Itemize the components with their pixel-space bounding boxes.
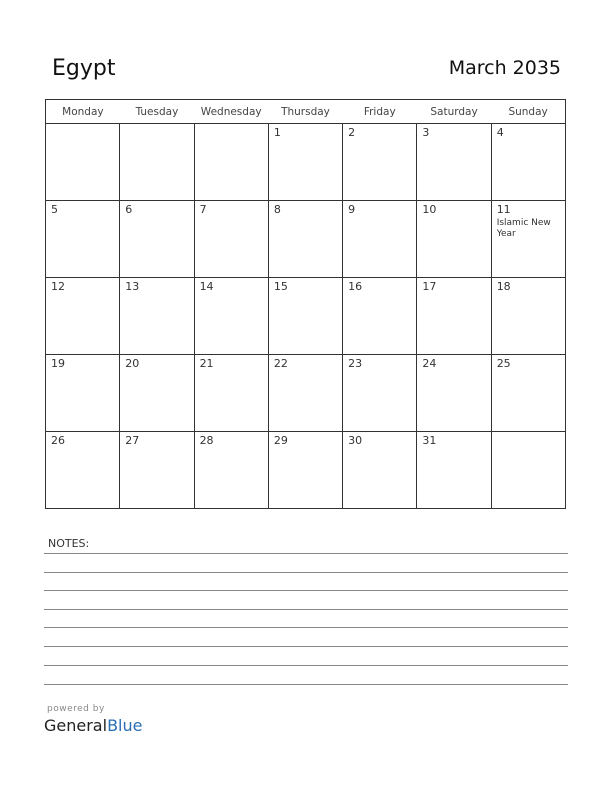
day-cell bbox=[194, 278, 268, 355]
weekday-header: Tuesday bbox=[120, 100, 194, 124]
day-number: 28 bbox=[199, 434, 214, 447]
day-number: 19 bbox=[51, 357, 65, 370]
day-cell bbox=[417, 201, 491, 278]
day-cell bbox=[120, 432, 194, 509]
day-number: 6 bbox=[125, 203, 133, 216]
day-number: 7 bbox=[199, 203, 207, 216]
day-number: 14 bbox=[199, 280, 214, 293]
note-line bbox=[44, 609, 568, 610]
day-number: 21 bbox=[199, 357, 214, 370]
holiday-label: Islamic New Year bbox=[496, 218, 551, 239]
day-number: 26 bbox=[51, 434, 65, 447]
note-line bbox=[44, 572, 568, 573]
day-cell bbox=[268, 201, 342, 278]
day-cell bbox=[46, 432, 120, 509]
day-cell bbox=[343, 124, 417, 201]
weekday-header: Friday bbox=[343, 100, 417, 124]
day-number: 2 bbox=[348, 126, 356, 139]
day-number: 23 bbox=[348, 357, 363, 370]
weekday-header-row bbox=[46, 100, 566, 124]
country-title: Egypt bbox=[52, 56, 116, 81]
day-number: 25 bbox=[496, 357, 511, 370]
week-row bbox=[46, 355, 566, 432]
day-number: 5 bbox=[51, 203, 58, 216]
day-cell bbox=[417, 355, 491, 432]
day-number: 27 bbox=[125, 434, 140, 447]
day-cell bbox=[417, 124, 491, 201]
day-cell bbox=[268, 355, 342, 432]
brand-logo-blue: Blue bbox=[107, 716, 143, 735]
day-number: 15 bbox=[273, 280, 288, 293]
day-cell bbox=[343, 278, 417, 355]
weekday-header: Wednesday bbox=[194, 100, 268, 124]
day-cell bbox=[491, 201, 565, 278]
day-number: 24 bbox=[422, 357, 437, 370]
note-line bbox=[44, 665, 568, 666]
day-cell bbox=[120, 278, 194, 355]
day-number: 31 bbox=[422, 434, 437, 447]
weekday-header: Sunday bbox=[491, 100, 565, 124]
day-cell bbox=[194, 432, 268, 509]
weekday-header: Thursday bbox=[268, 100, 342, 124]
day-number: 4 bbox=[496, 126, 504, 139]
day-number: 17 bbox=[422, 280, 437, 293]
month-year-title: March 2035 bbox=[448, 57, 561, 79]
day-number: 9 bbox=[348, 203, 356, 216]
note-line bbox=[44, 627, 568, 628]
day-number: 18 bbox=[496, 280, 511, 293]
note-line bbox=[44, 590, 568, 591]
day-cell bbox=[491, 432, 565, 509]
day-cell bbox=[417, 432, 491, 509]
day-number: 10 bbox=[422, 203, 437, 216]
day-cell bbox=[46, 278, 120, 355]
day-cell bbox=[46, 355, 120, 432]
note-line bbox=[44, 684, 568, 685]
weekday-header: Saturday bbox=[417, 100, 491, 124]
notes-label: NOTES: bbox=[48, 537, 90, 550]
day-cell bbox=[120, 124, 194, 201]
brand-logo bbox=[44, 716, 142, 735]
brand-logo-general: General bbox=[44, 716, 108, 735]
day-cell bbox=[491, 355, 565, 432]
day-cell bbox=[194, 201, 268, 278]
day-number: 13 bbox=[125, 280, 140, 293]
week-row bbox=[46, 432, 566, 509]
day-cell bbox=[268, 124, 342, 201]
powered-by-text: powered by bbox=[47, 704, 105, 714]
day-cell bbox=[46, 201, 120, 278]
day-number: 3 bbox=[422, 126, 430, 139]
note-line bbox=[44, 553, 568, 554]
week-row bbox=[46, 278, 566, 355]
day-cell bbox=[343, 355, 417, 432]
day-cell bbox=[491, 124, 565, 201]
weekday-header: Monday bbox=[46, 100, 120, 124]
day-cell bbox=[46, 124, 120, 201]
day-cell bbox=[343, 201, 417, 278]
day-number: 11 bbox=[496, 203, 511, 216]
day-number: 16 bbox=[348, 280, 363, 293]
day-cell bbox=[268, 432, 342, 509]
day-cell bbox=[120, 355, 194, 432]
day-cell bbox=[491, 278, 565, 355]
week-row bbox=[46, 201, 566, 278]
day-cell bbox=[120, 201, 194, 278]
day-number: 8 bbox=[273, 203, 281, 216]
day-cell bbox=[417, 278, 491, 355]
day-number: 20 bbox=[125, 357, 140, 370]
note-line bbox=[44, 646, 568, 647]
day-number: 1 bbox=[273, 126, 281, 139]
day-number: 29 bbox=[273, 434, 288, 447]
day-cell bbox=[343, 432, 417, 509]
calendar-grid bbox=[45, 99, 566, 509]
day-cell bbox=[194, 124, 268, 201]
day-number: 30 bbox=[348, 434, 363, 447]
day-number: 12 bbox=[51, 280, 65, 293]
week-row bbox=[46, 124, 566, 201]
day-cell bbox=[194, 355, 268, 432]
day-cell bbox=[268, 278, 342, 355]
day-number: 22 bbox=[273, 357, 288, 370]
